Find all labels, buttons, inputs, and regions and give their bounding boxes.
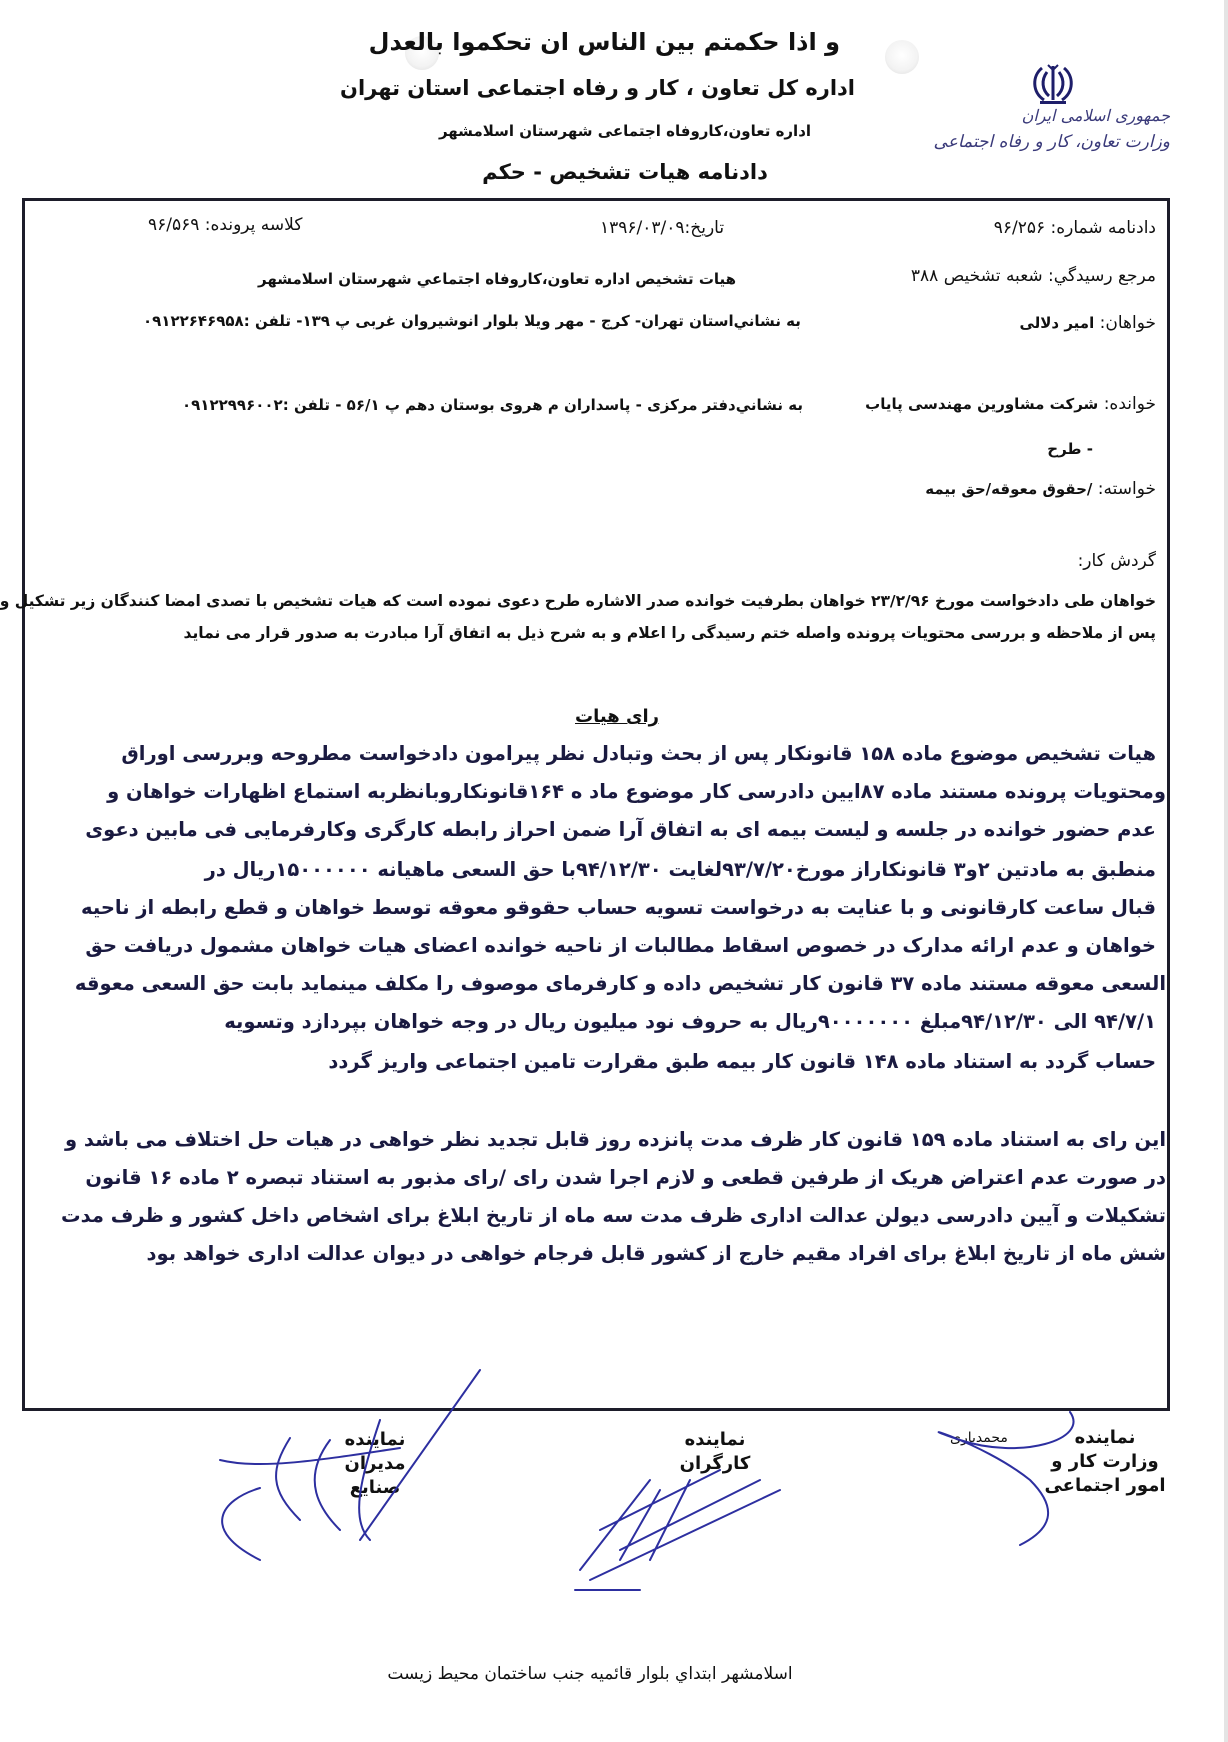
plaintiff-name: امیر دلالی xyxy=(1019,314,1095,332)
authority-label: مرجع رسیدگي: xyxy=(1048,266,1156,286)
file-class-value: ۹۶/۵۶۹ xyxy=(148,215,200,235)
workflow-line: پس از ملاحظه و بررسی محتویات پرونده واصله ختم رسیدگی را اعلام و به شرح ذیل به اتفاق آرا مبادرت به صدور قرار می نماید xyxy=(183,624,1156,642)
ministry-name-line1: جمهوری اسلامی ایران xyxy=(1021,106,1170,125)
workflow-line: خواهان طی دادخواست مورخ ۲۳/۲/۹۶ خواهان بطرفیت خوانده صدر الاشاره طرح دعوی نموده است که هیات تشخیص با تصدی امضا کنندگان زیر تشکیل و xyxy=(0,592,1156,610)
file-class-label: کلاسه پرونده: xyxy=(204,215,303,235)
ruling-line: ۹۴/۷/۱ الی ۹۴/۱۲/۳۰مبلغ ۹۰۰۰۰۰۰۰ریال به حروف نود میلیون ریال در وجه خواهان بپردازد وتسویه xyxy=(224,1010,1156,1033)
plaintiff-address: به نشاني‌استان تهران- کرج - مهر ویلا بلوار انوشیروان غربی پ ۱۳۹- تلفن :۰۹۱۲۲۶۴۶۹۵۸ xyxy=(143,312,801,330)
workers-rep-signature xyxy=(575,1470,780,1590)
appeal-line: در صورت عدم اعتراض هریک از طرفین قطعی و لازم اجرا شدن رای /رای مذبور به استناد تبصره ۲ ماده ۱۶ قانون xyxy=(85,1166,1166,1189)
defendant-address: به نشاني‌دفتر مرکزی - پاسداران م هروی بوستان دهم پ ۵۶/۱ - تلفن :۰۹۱۲۲۹۹۶۰۰۲ xyxy=(182,396,804,414)
ruling-line: منطبق به مادتین ۲و۳ قانونکاراز مورخ۹۳/۷/۲۰لغایت ۹۴/۱۲/۳۰با حق السعی ماهیانه ۱۵۰۰۰۰۰۰ریال در xyxy=(204,858,1156,881)
ruling-line: عدم حضور خوانده در جلسه و لیست بیمه ای به اتفاق آرا ضمن احراز رابطه کارگری وکارفرمایی فی مابین دعوی xyxy=(85,818,1156,841)
appeal-line: این رای به استناد ماده ۱۵۹ قانون کار ظرف مدت پانزده روز قابل تجدید نظر خواهی در هیات حل اختلاف می باشد و xyxy=(65,1128,1166,1151)
plaintiff-label: خواهان: xyxy=(1099,313,1156,333)
authority-value: شعبه تشخیص ۳۸۸ xyxy=(910,266,1043,286)
ruling-line: قبال ساعت کارقانونی و با عنایت به درخواست تسویه حساب حقوقو معوقه توسط خواهان و قطع رابطه از ناحیه xyxy=(81,896,1156,919)
quran-verse: و اذا حکمتم بین الناس ان تحکموا بالعدل xyxy=(368,28,840,56)
date-value: ۱۳۹۶/۰۳/۰۹ xyxy=(600,218,685,238)
claim-value: /حقوق معوقه/حق بیمه xyxy=(925,480,1093,498)
ruling-line: هیات تشخیص موضوع ماده ۱۵۸ قانونکار پس از بحث وتبادل نظر پیرامون دادخواست مطروحه وبررسی اوراق xyxy=(121,742,1156,765)
verdict-number-value: ۹۶/۲۵۶ xyxy=(993,218,1046,238)
employers-rep-label: نماینده مدیران صنایع xyxy=(344,1429,406,1498)
document-title: دادنامه هیات تشخیص - حکم xyxy=(482,160,768,184)
authority-description: هیات تشخیص اداره تعاون،کاروفاه اجتماعي شهرستان اسلامشهر xyxy=(258,270,737,288)
claim-label: خواسته: xyxy=(1097,479,1156,499)
defendant-name: شرکت مشاورین مهندسی پایاب xyxy=(865,395,1099,413)
ruling-line: حساب گردد به استناد ماده ۱۴۸ قانون کار بیمه طبق مقرارت تامین اجتماعی واریز گردد xyxy=(328,1050,1156,1073)
defendant-label: خوانده: xyxy=(1103,394,1156,414)
organization-title: اداره کل تعاون ، کار و رفاه اجتماعی استان تهران xyxy=(340,76,855,100)
workers-rep-label: نماینده کارگران xyxy=(679,1429,751,1474)
ministry-name-line2: وزارت تعاون، کار و رفاه اجتماعی xyxy=(933,132,1170,152)
workflow-title: گردش کار: xyxy=(1077,551,1156,571)
date-label: تاریخ: xyxy=(684,218,725,238)
ruling-line: ومحتویات پرونده مستند ماده ۸۷ایین دادرسی کار موضوع ماد ه ۱۶۴قانونکاروبانظربه استماع اظهارات خواهان و xyxy=(107,780,1166,803)
ruling-title: رای هیات xyxy=(575,706,659,727)
defendant-project: - طرح xyxy=(1047,440,1093,458)
ruling-line: خواهان و عدم ارائه مدارک در خصوص اسقاط مطالبات از ناحیه خوانده اعضای هیات خواهان مشمول دریافت حق xyxy=(85,934,1156,957)
ruling-line: السعی معوقه مستند ماده ۳۷ قانون کار تشخیص داده و کارفرمای موصوف را مکلف مینماید بابت حق السعی معوقه xyxy=(74,972,1166,995)
ministry-rep-signature xyxy=(939,1412,1074,1545)
appeal-line: تشکیلات و آیین دادرسی دیولن عدالت اداری ظرف مدت سه ماه از تاریخ ابلاغ برای اشخاص داخل کشور و ظرف مدت xyxy=(61,1204,1166,1227)
employers-rep-signature xyxy=(220,1370,480,1560)
ministry-rep-label: نماینده وزارت کار و امور اجتماعی xyxy=(1044,1427,1166,1496)
appeal-line: شش ماه از تاریخ ابلاغ برای افراد مقیم خارج از کشور قابل فرجام خواهی در دیوان عدالت اداری خواهد بود xyxy=(146,1242,1166,1265)
ministry-rep-name: محمدیاری xyxy=(950,1430,1008,1446)
sub-organization: اداره تعاون،کاروفاه اجتماعی شهرستان اسلامشهر xyxy=(438,122,812,140)
verdict-number-label: دادنامه شماره: xyxy=(1050,218,1156,238)
footer-address: اسلامشهر ابتداي بلوار قائمیه جنب ساختمان محیط زیست xyxy=(387,1664,793,1684)
